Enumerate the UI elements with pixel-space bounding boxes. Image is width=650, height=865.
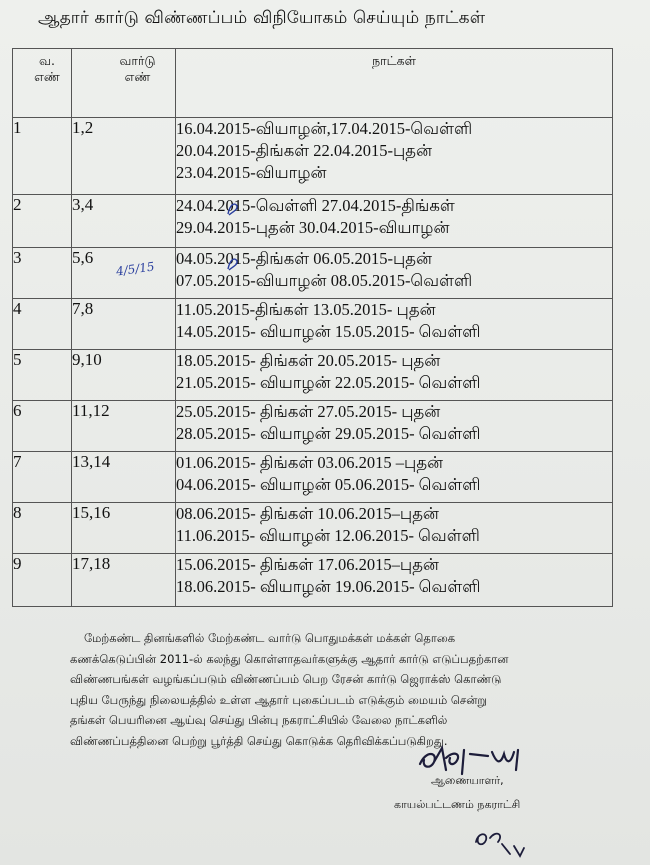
dates-cell (176, 503, 613, 554)
dates-cell (176, 248, 613, 299)
date-line: 20.04.2015-திங்கள் 22.04.2015-புதன் (176, 141, 433, 160)
table-row (13, 299, 613, 350)
handwritten-date-note: 4/5/15 (115, 259, 156, 279)
date-line: 25.05.2015- திங்கள் 27.05.2015- புதன் (176, 402, 441, 421)
signatory-office: காயல்பட்டணம் நகராட்சி (394, 798, 521, 811)
date-line: 24.04.2015-வெள்ளி 27.04.2015-திங்கள் (176, 196, 455, 215)
ward-number-cell: 5,6 (72, 248, 176, 299)
serial-number-cell: 5 (13, 350, 72, 401)
table-header-row (13, 49, 613, 118)
schedule-table (12, 48, 613, 607)
ward-number-cell: 7,8 (72, 299, 176, 350)
ward-number-cell: 11,12 (72, 401, 176, 452)
page-title: ஆதார் கார்டு விண்ணப்பம் விநியோகம் செய்யும் நாட்கள் (38, 8, 486, 28)
table-row (13, 195, 613, 248)
dates-cell (176, 554, 613, 607)
date-line: 18.05.2015- திங்கள் 20.05.2015- புதன் (176, 351, 441, 370)
dates-cell (176, 195, 613, 248)
date-line: 21.05.2015- வியாழன் 22.05.2015- வெள்ளி (176, 373, 481, 392)
serial-number-cell: 4 (13, 299, 72, 350)
serial-number-cell: 1 (13, 118, 72, 195)
ward-number-cell: 3,4 (72, 195, 176, 248)
serial-number-cell: 7 (13, 452, 72, 503)
notice-line: மேற்கண்ட தினங்களில் மேற்கண்ட வார்டு பொதுமக்கள் மக்கள் தொகை (84, 631, 456, 645)
ward-number-cell: 17,18 (72, 554, 176, 607)
notice-paragraph (70, 628, 620, 751)
header-dates: நாட்கள் (176, 49, 613, 118)
date-line: 15.06.2015- திங்கள் 17.06.2015–புதன் (176, 555, 439, 574)
ward-number-cell: 13,14 (72, 452, 176, 503)
notice-line: விண்ணப்பத்தினை பெற்று பூர்த்தி செய்து கொடுக்க தெரிவிக்கப்படுகிறது. (70, 733, 448, 748)
dates-cell (176, 299, 613, 350)
serial-number-cell: 8 (13, 503, 72, 554)
date-line: 18.06.2015- வியாழன் 19.06.2015- வெள்ளி (176, 577, 481, 596)
pen-correction-mark (226, 200, 240, 218)
date-line: 23.04.2015-வியாழன் (176, 163, 327, 182)
date-line: 28.05.2015- வியாழன் 29.05.2015- வெள்ளி (176, 424, 481, 443)
dates-cell (176, 118, 613, 195)
serial-number-cell: 9 (13, 554, 72, 607)
pen-correction-mark (226, 255, 240, 273)
table-row (13, 554, 613, 607)
ward-number-cell: 1,2 (72, 118, 176, 195)
date-line: 16.04.2015-வியாழன்,17.04.2015-வெள்ளி (176, 119, 473, 138)
ward-number-cell: 15,16 (72, 503, 176, 554)
dates-cell (176, 452, 613, 503)
table-row (13, 401, 613, 452)
table-row (13, 350, 613, 401)
serial-number-cell: 2 (13, 195, 72, 248)
notice-line: தங்கள் பெயரினை ஆய்வு செய்து பின்பு நகராட்சியில் வேலை நாட்களில் (70, 713, 448, 727)
notice-line: கணக்கெடுப்பின் 2011-ல் கலந்து கொள்ளாதவர்களுக்கு ஆதார் கார்டு எடுப்பதற்கான (70, 651, 509, 666)
table-row (13, 503, 613, 554)
header-serial-number: வ. எண் (13, 49, 72, 118)
date-line: 01.06.2015- திங்கள் 03.06.2015 –புதன் (176, 453, 444, 472)
signatory-title: ஆணையாளர், (431, 774, 504, 787)
date-line: 04.06.2015- வியாழன் 05.06.2015- வெள்ளி (176, 475, 481, 494)
header-ward-number: வார்டு எண் (72, 49, 176, 118)
date-line: 14.05.2015- வியாழன் 15.05.2015- வெள்ளி (176, 322, 481, 341)
table-row (13, 248, 613, 299)
date-line: 11.05.2015-திங்கள் 13.05.2015- புதன் (176, 300, 436, 319)
initials-mark (470, 826, 530, 862)
date-line: 29.04.2015-புதன் 30.04.2015-வியாழன் (176, 218, 450, 237)
table-row (13, 452, 613, 503)
dates-cell (176, 350, 613, 401)
table-row (13, 118, 613, 195)
notice-line: விண்ணபங்கள் வழங்கப்படும் விண்ணப்பம் பெற ரேசன் கார்டு ஜெராக்ஸ் கொண்டு (70, 672, 502, 686)
dates-cell (176, 401, 613, 452)
date-line: 07.05.2015-வியாழன் 08.05.2015-வெள்ளி (176, 271, 473, 290)
serial-number-cell: 3 (13, 248, 72, 299)
ward-number-cell: 9,10 (72, 350, 176, 401)
date-line: 11.06.2015- வியாழன் 12.06.2015- வெள்ளி (176, 526, 480, 545)
date-line: 04.05.2015-திங்கள் 06.05.2015-புதன் (176, 249, 433, 268)
serial-number-cell: 6 (13, 401, 72, 452)
notice-line: புதிய பேருந்து நிலையத்தில் உள்ள ஆதார் புகைப்படம் எடுக்கும் மையம் சென்று (70, 692, 487, 707)
date-line: 08.06.2015- திங்கள் 10.06.2015–புதன் (176, 504, 439, 523)
